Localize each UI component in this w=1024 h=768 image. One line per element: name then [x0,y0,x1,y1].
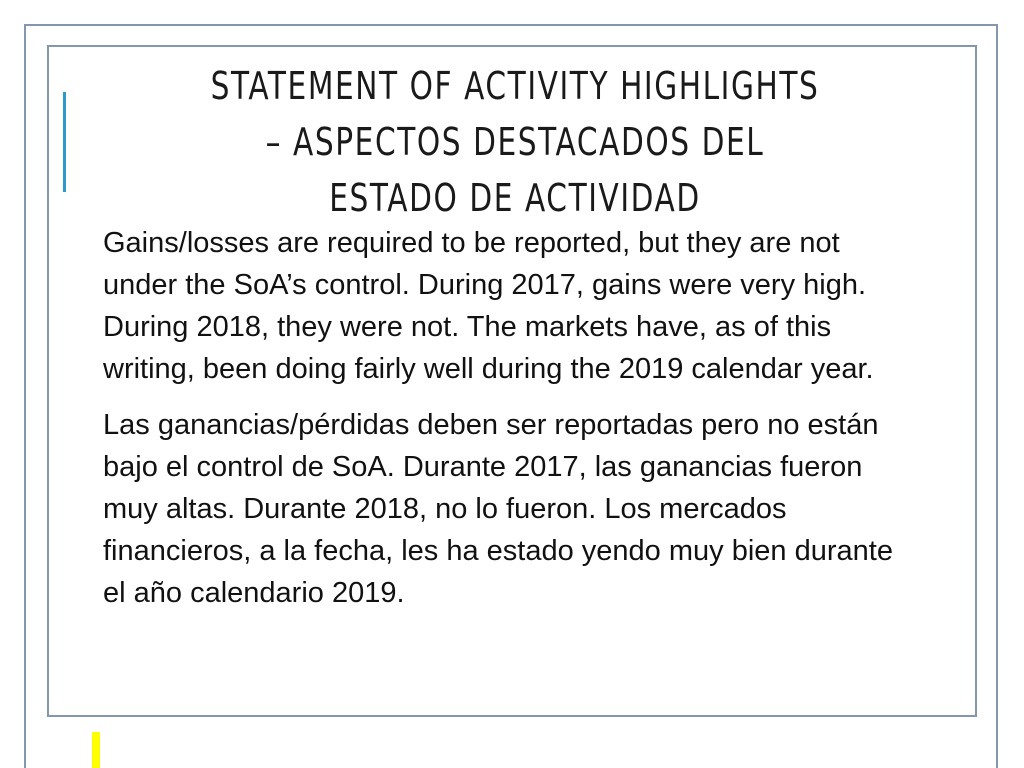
paragraph-spanish: Las ganancias/pérdidas deben ser reportadas pero no están bajo el control de SoA. Durante 2017, las ganancias fueron muy altas. Durante 2018, no lo fueron. Los mercados financieros, a la fecha, les ha estado yendo muy bien durante el año calendario 2019. [103,409,893,609]
highlight-marker [92,732,100,768]
accent-bar [63,92,66,192]
paragraph-english: Gains/losses are required to be reported, but they are not under the SoA’s control. During 2017, gains were very high. During 2018, they were not. The markets have, as of this writing, been doing fairly well during the 2019 calendar year. [103,227,874,385]
slide-title: STATEMENT OF ACTIVITY HIGHLIGHTS – ASPECTOS DESTACADOS DEL ESTADO DE ACTIVIDAD [210,64,820,220]
slide-body [103,222,918,628]
